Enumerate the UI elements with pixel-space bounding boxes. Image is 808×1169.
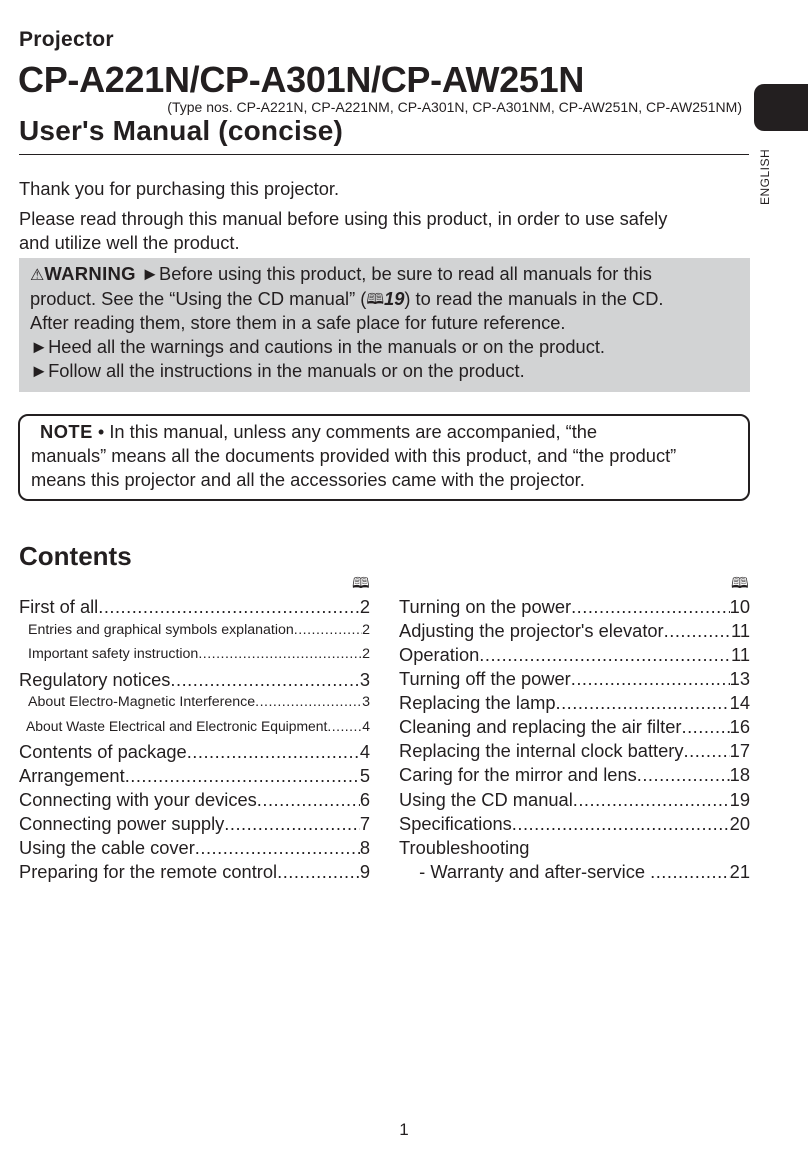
book-icon: 🕮 <box>731 575 749 592</box>
warning-heading: WARNING <box>44 263 136 284</box>
toc-label: Adjusting the projector's elevator <box>399 620 664 641</box>
toc-page: 3 <box>362 694 370 710</box>
language-tab <box>754 84 808 131</box>
toc-entry[interactable] <box>19 789 370 811</box>
toc-label: Entries and graphical symbols explanation <box>28 622 294 638</box>
page-title: User's Manual (concise) <box>19 115 344 146</box>
toc-entry[interactable] <box>399 716 750 738</box>
warning-text-3: After reading them, store them in a safe place for future reference. <box>30 312 566 333</box>
toc-entry[interactable] <box>399 620 750 642</box>
toc-label: Specifications <box>399 813 512 834</box>
toc-page: 4 <box>359 741 370 762</box>
toc-label: Operation <box>399 644 480 665</box>
toc-label: Using the CD manual <box>399 789 573 810</box>
warning-text-1: ►Before using this product, be sure to read all manuals for this <box>140 263 652 284</box>
toc-subentry[interactable] <box>26 718 370 734</box>
toc-entry[interactable] <box>399 764 750 786</box>
warning-line-1 <box>30 263 652 285</box>
toc-page: 4 <box>362 718 370 734</box>
toc-page: 14 <box>729 692 750 713</box>
toc-page: 19 <box>729 789 750 810</box>
toc-subentry[interactable] <box>28 622 370 638</box>
contents-heading: Contents <box>19 541 132 571</box>
toc-label: Using the cable cover <box>19 837 195 858</box>
model-numbers: CP-A221N/CP-A301N/CP-AW251N <box>18 59 585 100</box>
toc-subentry[interactable] <box>28 694 370 710</box>
toc-page: 20 <box>729 813 750 834</box>
toc-entry[interactable] <box>399 596 750 618</box>
warning-text-4: ►Heed all the warnings and cautions in the manuals or on the product. <box>30 336 606 357</box>
toc-label: Replacing the lamp <box>399 692 556 713</box>
toc-entry[interactable] <box>19 741 370 763</box>
toc-page: 16 <box>729 716 750 737</box>
toc-page: 11 <box>731 620 750 641</box>
note-heading: NOTE <box>40 421 93 442</box>
toc-page: 9 <box>359 861 370 882</box>
toc-entry[interactable] <box>19 813 370 835</box>
toc-label: Regulatory notices <box>19 669 171 690</box>
book-icon: 🕮 <box>352 575 370 592</box>
warning-text-5: ►Follow all the instructions in the manuals or on the product. <box>30 360 525 381</box>
warning-text-2b: ) to read the manuals in the CD. <box>404 288 664 309</box>
toc-subentry[interactable] <box>28 646 370 662</box>
toc-label: - Warranty and after-service <box>409 861 651 882</box>
toc-page: 6 <box>359 789 370 810</box>
toc-label: Connecting power supply <box>19 813 225 834</box>
toc-entry[interactable] <box>19 765 370 787</box>
toc-entry[interactable] <box>399 837 529 859</box>
toc-entry[interactable] <box>409 861 750 883</box>
toc-page: 5 <box>359 765 370 786</box>
toc-label: First of all <box>19 596 99 617</box>
toc-entry[interactable] <box>399 789 750 811</box>
type-numbers: (Type nos. CP-A221N, CP-A221NM, CP-A301N, CP-A301NM, CP-AW251N, CP-AW251NM) <box>167 99 742 115</box>
toc-label: Important safety instruction <box>28 646 199 662</box>
warning-text-2a: product. See the “Using the CD manual” ( <box>30 288 367 309</box>
intro-text-1: Thank you for purchasing this projector. <box>19 178 340 199</box>
note-line-1 <box>40 421 597 443</box>
toc-page: 3 <box>359 669 370 690</box>
toc-label: Contents of package <box>19 741 187 762</box>
toc-page: 17 <box>729 740 750 761</box>
toc-page: 18 <box>729 764 750 785</box>
document-category: Projector <box>19 28 114 51</box>
note-text-1: • In this manual, unless any comments are accompanied, “the <box>92 421 598 442</box>
toc-page: 8 <box>359 837 370 858</box>
page-number: 1 <box>399 1120 409 1139</box>
toc-label: About Waste Electrical and Electronic Equipment <box>26 718 328 734</box>
toc-entry[interactable] <box>399 644 750 666</box>
book-icon: 🕮 <box>366 291 385 308</box>
page-reference[interactable]: 19 <box>384 288 405 309</box>
intro-text-2b: and utilize well the product. <box>19 232 240 253</box>
toc-page: 7 <box>359 813 370 834</box>
toc-label: Caring for the mirror and lens <box>399 764 637 785</box>
toc-label: Replacing the internal clock battery <box>399 740 684 761</box>
title-divider <box>19 154 749 155</box>
toc-label: Turning off the power <box>399 668 571 689</box>
toc-label: Arrangement <box>19 765 125 786</box>
toc-page: 2 <box>359 596 370 617</box>
toc-entry[interactable] <box>399 668 750 690</box>
toc-page: 10 <box>729 596 750 617</box>
toc-entry[interactable] <box>19 837 370 859</box>
intro-text-2a: Please read through this manual before using this product, in order to use safely <box>19 208 668 229</box>
toc-page: 2 <box>362 646 370 662</box>
toc-entry[interactable] <box>399 692 750 714</box>
toc-page: 13 <box>729 668 750 689</box>
toc-label: Turning on the power <box>399 596 572 617</box>
warning-line-2 <box>30 288 664 314</box>
toc-entry[interactable] <box>19 596 370 618</box>
toc-label: Troubleshooting <box>399 837 530 858</box>
toc-label: About Electro-Magnetic Interference <box>28 694 256 710</box>
toc-page: 21 <box>729 861 750 882</box>
toc-entry[interactable] <box>19 669 370 691</box>
language-label: ENGLISH <box>758 148 772 205</box>
toc-page: 2 <box>362 622 370 638</box>
toc-label: Connecting with your devices <box>19 789 257 810</box>
note-text-3: means this projector and all the accessories came with the projector. <box>31 469 585 490</box>
toc-entry[interactable] <box>19 861 370 883</box>
warning-icon: ⚠ <box>30 267 45 284</box>
toc-entry[interactable] <box>399 813 750 835</box>
toc-label: Cleaning and replacing the air filter <box>399 716 682 737</box>
note-text-2: manuals” means all the documents provided with this product, and “the product” <box>31 445 677 466</box>
toc-entry[interactable] <box>399 740 750 762</box>
toc-page: 11 <box>731 644 750 665</box>
toc-label: Preparing for the remote control <box>19 861 278 882</box>
